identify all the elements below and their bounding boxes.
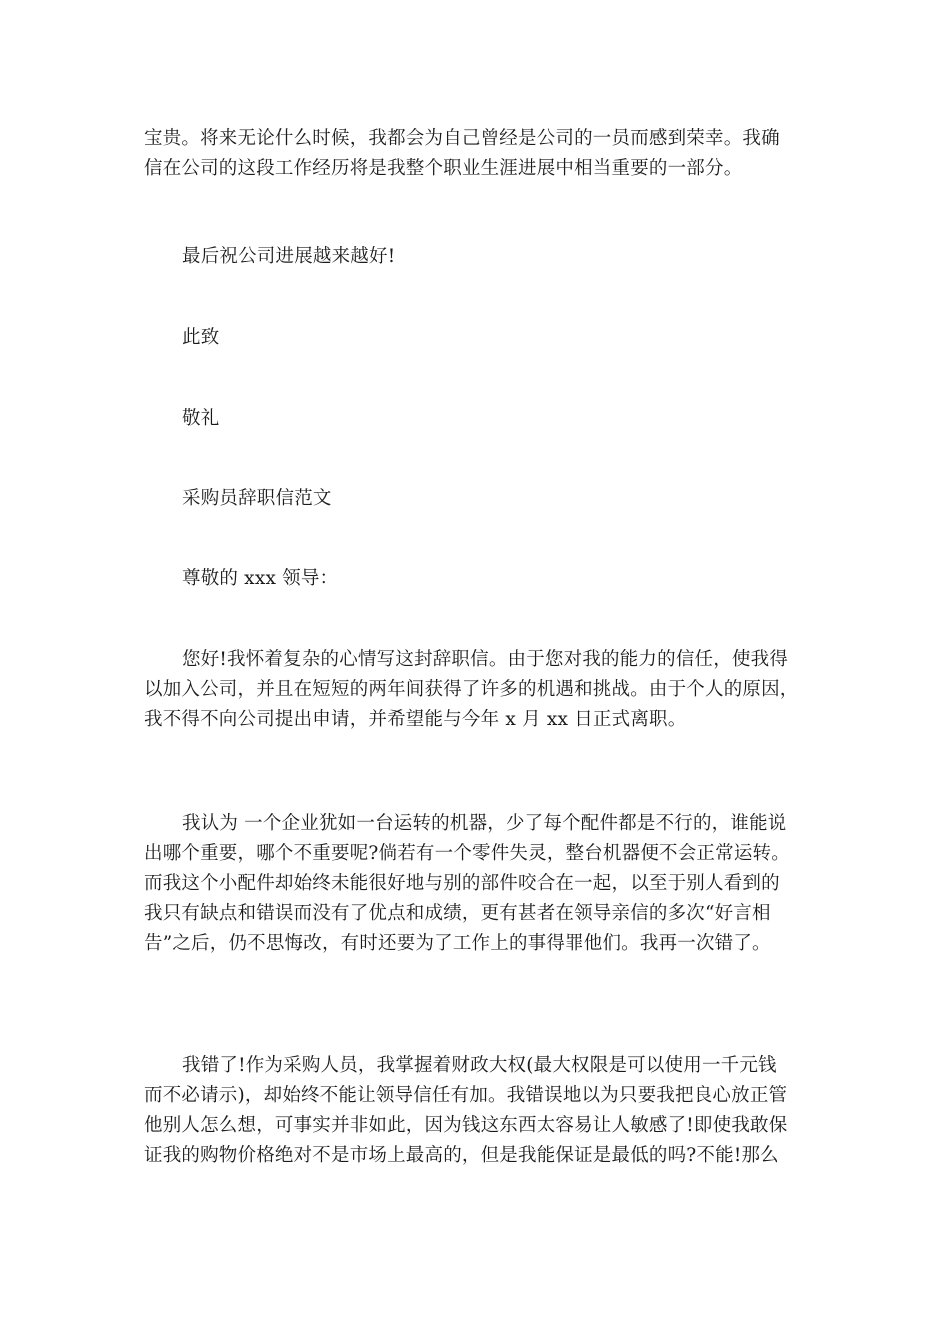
text-line: 我认为 一个企业犹如一台运转的机器，少了每个配件都是不行的，谁能说 xyxy=(182,813,787,834)
text-line: 我不得不向公司提出申请，并希望能与今年 x 月 xx 日正式离职。 xyxy=(144,709,687,730)
text-line: 宝贵。将来无论什么时候，我都会为自己曾经是公司的一员而感到荣幸。我确 xyxy=(144,128,780,149)
text-line: 我错了!作为采购人员，我掌握着财政大权(最大权限是可以使用一千元钱 xyxy=(182,1055,777,1076)
text-line: 采购员辞职信范文 xyxy=(182,488,332,509)
paragraph-closing-continuation xyxy=(144,124,814,184)
text-line: 敬礼 xyxy=(182,408,220,429)
text-line: 最后祝公司进展越来越好! xyxy=(182,246,396,267)
paragraph-intro xyxy=(144,645,814,735)
text-line: 尊敬的 xxx 领导： xyxy=(182,568,339,589)
text-line: 证我的购物价格绝对不是市场上最高的，但是我能保证是最低的吗?不能!那么 xyxy=(144,1145,779,1166)
text-line: 他别人怎么想，可事实并非如此，因为钱这东西太容易让人敏感了!即使我敢保 xyxy=(144,1115,788,1136)
text-line: 出哪个重要，哪个不重要呢?倘若有一个零件失灵，整台机器便不会正常运转。 xyxy=(144,843,790,864)
letter-greeting xyxy=(144,564,814,594)
text-line: 此致 xyxy=(182,327,220,348)
text-line: 信在公司的这段工作经历将是我整个职业生涯进展中相当重要的一部分。 xyxy=(144,158,743,179)
text-line: 以加入公司，并且在短短的两年间获得了许多的机遇和挑战。由于个人的原因， xyxy=(144,679,799,700)
text-line: 而不必请示)，却始终不能让领导信任有加。我错误地以为只要我把良心放正管 xyxy=(144,1085,788,1106)
salutation-cizhi xyxy=(144,323,814,353)
text-line: 而我这个小配件却始终未能很好地与别的部件咬合在一起，以至于别人看到的 xyxy=(144,873,780,894)
paragraph-machine-metaphor xyxy=(144,809,814,959)
sample-heading xyxy=(144,484,814,514)
text-line: 我只有缺点和错误而没有了优点和成绩，更有甚者在领导亲信的多次“好言相 xyxy=(144,903,771,924)
text-line: 告”之后，仍不思悔改，有时还要为了工作上的事得罪他们。我再一次错了。 xyxy=(144,933,771,954)
text-line: 您好!我怀着复杂的心情写这封辞职信。由于您对我的能力的信任，使我得 xyxy=(182,649,789,670)
paragraph-purchasing-power xyxy=(144,1051,814,1171)
salutation-jingli xyxy=(144,404,814,434)
paragraph-wishes xyxy=(144,242,814,272)
